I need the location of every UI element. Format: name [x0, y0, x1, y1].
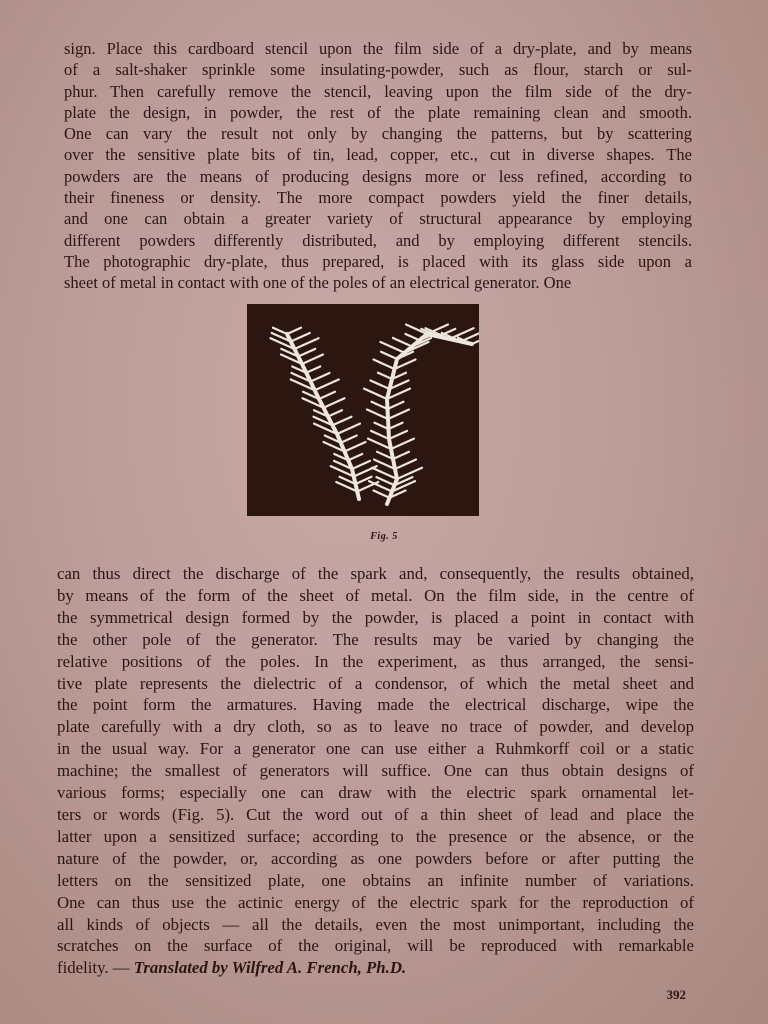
frond-branch: [389, 431, 407, 439]
text-line: letters on the sensitized plate, one obtains an infinite number of variations.: [57, 870, 694, 890]
text-line: all kinds of objects — all the details, even the most unimportant, including the: [57, 914, 694, 934]
text-line: the symmetrical design formed by the powder, is placed a point in contact with: [57, 607, 694, 627]
text-line: different powders differently distributed, and by employing different stencils.: [64, 230, 692, 250]
bottom-paragraph: [57, 563, 694, 983]
frond-branch: [388, 402, 404, 409]
frond-branch: [461, 333, 479, 342]
text-line: phur. Then carefully remove the stencil, leaving upon the film side of the dry-: [64, 81, 692, 101]
text-line: powders are the means of producing designs more or less refined, according to: [64, 166, 692, 186]
text-line: scratches on the surface of the original, will be reproduced with remarkable: [57, 936, 694, 956]
text-line: One can vary the result not only by changing the patterns, but by scattering: [64, 124, 692, 144]
text-line: latter upon a sensitized surface; according to the presence or the absence, or the: [57, 826, 694, 846]
frond-branch: [306, 366, 320, 372]
frond-branch: [298, 349, 315, 357]
top-paragraph: [64, 38, 692, 294]
frond-branch: [406, 334, 420, 340]
text-line: over the sensitive plate bits of tin, lead, copper, etc., cut in diverse shapes. The: [64, 145, 692, 165]
text-line: The photographic dry-plate, thus prepared, is placed with its glass side upon a: [64, 251, 692, 271]
frond-branch: [371, 380, 390, 389]
frond-branch: [388, 410, 409, 419]
figure-5-spark-image: [247, 304, 479, 516]
frond-branch: [345, 442, 366, 451]
frond-branch: [393, 338, 412, 347]
frond-branch: [391, 439, 414, 449]
text-line: their fineness or density. The more compact powders yield the finer details,: [64, 188, 692, 208]
translator-credit: Translated by Wilfred A. French, Ph.D.: [133, 958, 407, 978]
text-line: by means of the form of the sheet of metal. On the film side, in the centre of: [57, 585, 694, 605]
electric-spark-fern-figure: [247, 304, 479, 516]
frond-branch: [302, 355, 323, 364]
closing-lead: fidelity. —: [57, 958, 134, 978]
text-line: and one can obtain a greater variety of structural appearance by employing: [64, 209, 692, 229]
frond-branch: [273, 328, 287, 334]
text-line: sheet of metal in contact with one of the poles of an electrical generator. One: [64, 273, 572, 293]
frond-branch: [328, 410, 342, 416]
frond-branch: [348, 454, 362, 460]
frond-branch: [364, 389, 387, 399]
frond-branch: [472, 338, 479, 344]
text-line: plate the design, in powder, the rest of the plate remaining clean and smooth.: [64, 102, 692, 122]
frond-branch: [381, 352, 397, 359]
frond-branch: [311, 373, 330, 382]
frond-branch: [337, 424, 360, 434]
text-line: of a salt-shaker sprinkle some insulating-powder, such as flour, starch or sul-: [64, 60, 692, 80]
frond-branch: [377, 477, 395, 485]
frond-branch: [291, 333, 310, 342]
fern-frond-left: [271, 328, 379, 499]
text-line: ters or words (Fig. 5). Cut the word out of a thin sheet of lead and place the: [57, 804, 694, 824]
text-line: One can thus use the actinic energy of the electric spark for the reproduction of: [57, 892, 694, 912]
frond-branch: [381, 342, 405, 353]
frond-branch: [319, 392, 335, 399]
frond-branch: [372, 402, 388, 409]
frond-branch: [295, 338, 319, 349]
text-line: can thus direct the discharge of the spark and, consequently, the results obtained,: [57, 564, 694, 583]
frond-branch: [393, 452, 409, 459]
frond-branch: [374, 360, 395, 369]
text-line: the point form the armatures. Having made the electrical discharge, wipe the: [57, 695, 694, 715]
figure-caption: Fig. 5: [370, 531, 398, 542]
frond-branch: [374, 491, 390, 498]
text-line: nature of the powder, or, according as one powders before or after putting the: [57, 848, 694, 868]
frond-branch: [287, 328, 301, 334]
frond-branch: [389, 423, 403, 429]
frond-branch: [341, 436, 357, 443]
text-line: tive plate represents the dielectric of a condensor, of which the metal sheet and: [57, 673, 694, 693]
frond-branch: [324, 398, 345, 407]
frond-branch: [395, 460, 416, 469]
frond-branch: [367, 410, 388, 419]
text-line: plate carefully with a dry cloth, so as to leave no trace of powder, and develop: [57, 717, 694, 737]
text-line: various forms; especially one can draw with the electric spark ornamental let-: [57, 783, 694, 803]
text-line: relative positions of the poles. In the experiment, as thus arranged, the sensi-: [57, 651, 694, 671]
frond-branch: [315, 379, 339, 390]
frond-branch: [378, 373, 392, 379]
text-line: in the usual way. For a generator one can use either a Ruhmkorff coil or a static: [57, 739, 694, 759]
frond-branch: [371, 431, 389, 439]
fern-frond-right: [364, 325, 479, 504]
text-line: machine; the smallest of generators will suffice. One can thus obtain designs of: [57, 761, 694, 781]
closing-line: [57, 957, 694, 979]
frond-branch: [333, 417, 352, 426]
frond-branch: [352, 461, 370, 469]
page-number: 392: [666, 987, 686, 1002]
text-line: sign. Place this cardboard stencil upon the film side of a dry-plate, and by means: [64, 39, 692, 58]
text-line: the other pole of the generator. The results may be varied by changing the: [57, 629, 694, 649]
